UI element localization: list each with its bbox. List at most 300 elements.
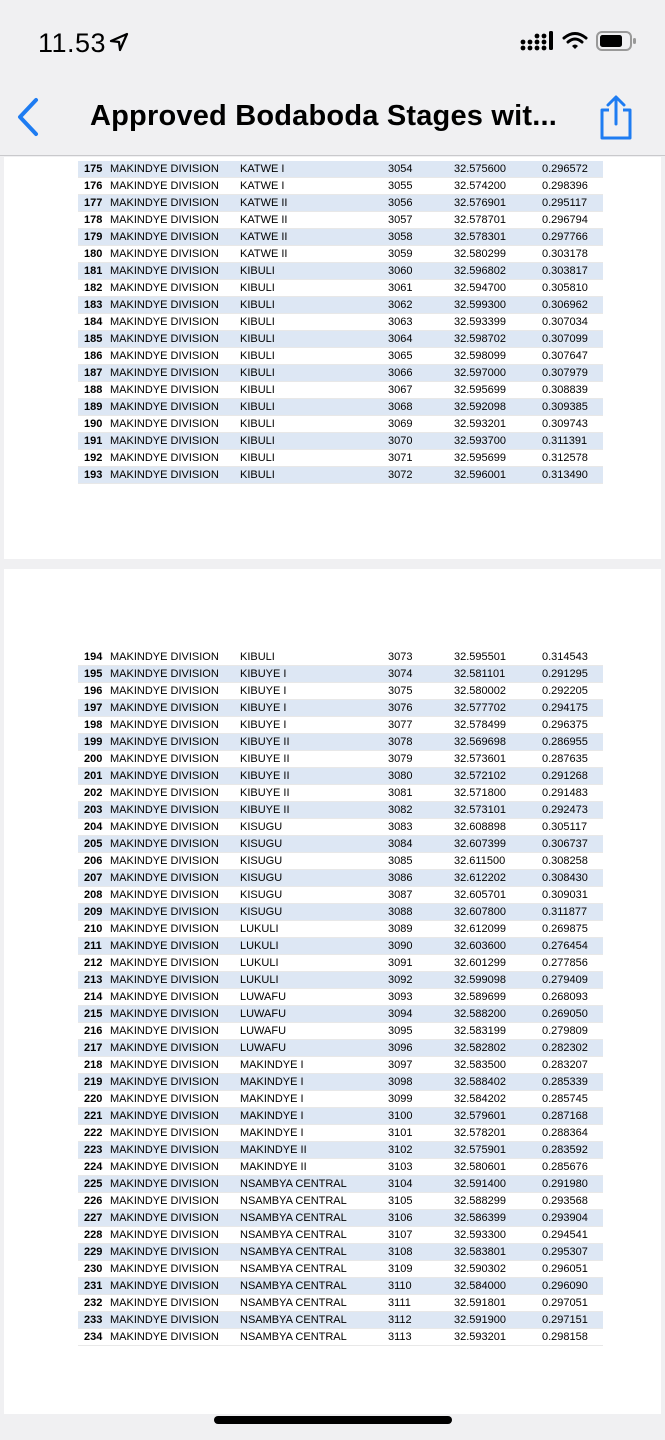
cell-y: 0.291268 bbox=[542, 768, 603, 785]
cell-x: 32.571800 bbox=[454, 785, 542, 802]
cell-division: MAKINDYE DIVISION bbox=[110, 1244, 238, 1261]
cell-code: 3109 bbox=[388, 1261, 454, 1278]
cell-x: 32.596802 bbox=[454, 263, 542, 280]
cell-code: 3067 bbox=[388, 382, 454, 399]
table-row bbox=[78, 870, 603, 887]
cell-x: 32.583801 bbox=[454, 1244, 542, 1261]
table-row bbox=[78, 1261, 603, 1278]
cell-code: 3100 bbox=[388, 1108, 454, 1125]
cell-y: 0.269875 bbox=[542, 921, 603, 938]
cell-y: 0.312578 bbox=[542, 450, 603, 467]
table-row bbox=[78, 887, 603, 904]
cell-y: 0.296051 bbox=[542, 1261, 603, 1278]
status-bar bbox=[0, 0, 665, 80]
cell-no: 227 bbox=[78, 1210, 110, 1227]
cell-no: 201 bbox=[78, 768, 110, 785]
cell-no: 187 bbox=[78, 365, 110, 382]
cell-division: MAKINDYE DIVISION bbox=[110, 1040, 238, 1057]
cell-x: 32.593201 bbox=[454, 1329, 542, 1346]
cell-no: 225 bbox=[78, 1176, 110, 1193]
cell-x: 32.580002 bbox=[454, 683, 542, 700]
table-row bbox=[78, 734, 603, 751]
table-row bbox=[78, 1295, 603, 1312]
cell-stage: MAKINDYE II bbox=[238, 1159, 388, 1176]
cell-no: 211 bbox=[78, 938, 110, 955]
cell-stage: KIBULI bbox=[238, 399, 388, 416]
cell-code: 3108 bbox=[388, 1244, 454, 1261]
cell-stage: MAKINDYE I bbox=[238, 1057, 388, 1074]
cell-no: 228 bbox=[78, 1227, 110, 1244]
cell-no: 198 bbox=[78, 717, 110, 734]
cell-x: 32.611500 bbox=[454, 853, 542, 870]
cell-no: 218 bbox=[78, 1057, 110, 1074]
cell-division: MAKINDYE DIVISION bbox=[110, 717, 238, 734]
cell-y: 0.296090 bbox=[542, 1278, 603, 1295]
cell-y: 0.292205 bbox=[542, 683, 603, 700]
cell-no: 188 bbox=[78, 382, 110, 399]
table-row bbox=[78, 1227, 603, 1244]
table-row bbox=[78, 365, 603, 382]
battery-icon bbox=[596, 30, 638, 52]
cell-stage: KIBUYE I bbox=[238, 666, 388, 683]
cell-y: 0.287168 bbox=[542, 1108, 603, 1125]
cell-y: 0.314543 bbox=[542, 649, 603, 666]
cell-stage: KIBULI bbox=[238, 649, 388, 666]
cell-code: 3088 bbox=[388, 904, 454, 921]
cell-x: 32.597000 bbox=[454, 365, 542, 382]
table-row bbox=[78, 666, 603, 683]
cell-x: 32.593201 bbox=[454, 416, 542, 433]
cell-code: 3062 bbox=[388, 297, 454, 314]
cell-code: 3058 bbox=[388, 229, 454, 246]
cell-y: 0.295307 bbox=[542, 1244, 603, 1261]
table-row bbox=[78, 1244, 603, 1261]
cell-no: 193 bbox=[78, 467, 110, 484]
cell-no: 233 bbox=[78, 1312, 110, 1329]
cell-division: MAKINDYE DIVISION bbox=[110, 229, 238, 246]
status-time: 11.53 bbox=[38, 28, 107, 58]
table-row bbox=[78, 938, 603, 955]
cell-y: 0.306737 bbox=[542, 836, 603, 853]
cell-division: MAKINDYE DIVISION bbox=[110, 297, 238, 314]
cell-division: MAKINDYE DIVISION bbox=[110, 212, 238, 229]
cell-no: 205 bbox=[78, 836, 110, 853]
cell-division: MAKINDYE DIVISION bbox=[110, 870, 238, 887]
cell-y: 0.295117 bbox=[542, 195, 603, 212]
cell-division: MAKINDYE DIVISION bbox=[110, 416, 238, 433]
cell-stage: KATWE II bbox=[238, 195, 388, 212]
cell-code: 3087 bbox=[388, 887, 454, 904]
cell-stage: KIBUYE II bbox=[238, 785, 388, 802]
cell-no: 199 bbox=[78, 734, 110, 751]
cell-division: MAKINDYE DIVISION bbox=[110, 1278, 238, 1295]
cellular-signal-icon bbox=[520, 30, 556, 52]
cell-x: 32.586399 bbox=[454, 1210, 542, 1227]
cell-stage: KIBULI bbox=[238, 467, 388, 484]
cell-division: MAKINDYE DIVISION bbox=[110, 989, 238, 1006]
cell-division: MAKINDYE DIVISION bbox=[110, 1210, 238, 1227]
cell-y: 0.283592 bbox=[542, 1142, 603, 1159]
table-row bbox=[78, 280, 603, 297]
cell-y: 0.288364 bbox=[542, 1125, 603, 1142]
cell-no: 222 bbox=[78, 1125, 110, 1142]
cell-stage: KIBUYE II bbox=[238, 751, 388, 768]
cell-no: 184 bbox=[78, 314, 110, 331]
cell-x: 32.583500 bbox=[454, 1057, 542, 1074]
cell-division: MAKINDYE DIVISION bbox=[110, 700, 238, 717]
cell-no: 231 bbox=[78, 1278, 110, 1295]
cell-y: 0.309031 bbox=[542, 887, 603, 904]
cell-no: 206 bbox=[78, 853, 110, 870]
cell-code: 3110 bbox=[388, 1278, 454, 1295]
cell-division: MAKINDYE DIVISION bbox=[110, 1074, 238, 1091]
cell-no: 202 bbox=[78, 785, 110, 802]
cell-stage: KIBULI bbox=[238, 365, 388, 382]
cell-stage: NSAMBYA CENTRAL bbox=[238, 1295, 388, 1312]
cell-stage: NSAMBYA CENTRAL bbox=[238, 1261, 388, 1278]
cell-division: MAKINDYE DIVISION bbox=[110, 785, 238, 802]
table-row bbox=[78, 1312, 603, 1329]
cell-code: 3069 bbox=[388, 416, 454, 433]
cell-no: 224 bbox=[78, 1159, 110, 1176]
cell-y: 0.268093 bbox=[542, 989, 603, 1006]
cell-division: MAKINDYE DIVISION bbox=[110, 887, 238, 904]
cell-code: 3066 bbox=[388, 365, 454, 382]
cell-stage: KATWE II bbox=[238, 246, 388, 263]
cell-x: 32.595699 bbox=[454, 382, 542, 399]
cell-no: 217 bbox=[78, 1040, 110, 1057]
cell-no: 234 bbox=[78, 1329, 110, 1346]
cell-y: 0.297151 bbox=[542, 1312, 603, 1329]
cell-division: MAKINDYE DIVISION bbox=[110, 972, 238, 989]
table-row bbox=[78, 802, 603, 819]
cell-y: 0.297766 bbox=[542, 229, 603, 246]
cell-stage: LUKULI bbox=[238, 921, 388, 938]
cell-stage: NSAMBYA CENTRAL bbox=[238, 1227, 388, 1244]
table-row bbox=[78, 768, 603, 785]
cell-y: 0.303817 bbox=[542, 263, 603, 280]
cell-x: 32.591900 bbox=[454, 1312, 542, 1329]
cell-division: MAKINDYE DIVISION bbox=[110, 1312, 238, 1329]
cell-y: 0.308839 bbox=[542, 382, 603, 399]
table-row bbox=[78, 1091, 603, 1108]
cell-y: 0.287635 bbox=[542, 751, 603, 768]
cell-stage: NSAMBYA CENTRAL bbox=[238, 1193, 388, 1210]
cell-y: 0.292473 bbox=[542, 802, 603, 819]
cell-no: 226 bbox=[78, 1193, 110, 1210]
document-page-2[interactable] bbox=[4, 569, 661, 1414]
cell-division: MAKINDYE DIVISION bbox=[110, 955, 238, 972]
cell-no: 177 bbox=[78, 195, 110, 212]
cell-division: MAKINDYE DIVISION bbox=[110, 263, 238, 280]
cell-x: 32.572102 bbox=[454, 768, 542, 785]
cell-code: 3095 bbox=[388, 1023, 454, 1040]
cell-x: 32.574200 bbox=[454, 178, 542, 195]
cell-y: 0.291980 bbox=[542, 1176, 603, 1193]
cell-x: 32.591400 bbox=[454, 1176, 542, 1193]
table-row bbox=[78, 785, 603, 802]
cell-x: 32.607800 bbox=[454, 904, 542, 921]
cell-stage: KIBULI bbox=[238, 348, 388, 365]
cell-code: 3073 bbox=[388, 649, 454, 666]
cell-code: 3068 bbox=[388, 399, 454, 416]
cell-x: 32.577702 bbox=[454, 700, 542, 717]
cell-stage: LUWAFU bbox=[238, 1006, 388, 1023]
cell-no: 195 bbox=[78, 666, 110, 683]
cell-division: MAKINDYE DIVISION bbox=[110, 734, 238, 751]
cell-no: 175 bbox=[78, 161, 110, 178]
cell-x: 32.593399 bbox=[454, 314, 542, 331]
share-icon[interactable] bbox=[596, 94, 636, 142]
cell-y: 0.313490 bbox=[542, 467, 603, 484]
cell-division: MAKINDYE DIVISION bbox=[110, 1125, 238, 1142]
cell-x: 32.592098 bbox=[454, 399, 542, 416]
cell-no: 221 bbox=[78, 1108, 110, 1125]
cell-no: 203 bbox=[78, 802, 110, 819]
cell-no: 216 bbox=[78, 1023, 110, 1040]
cell-code: 3076 bbox=[388, 700, 454, 717]
cell-stage: KIBUYE I bbox=[238, 717, 388, 734]
cell-code: 3063 bbox=[388, 314, 454, 331]
cell-stage: NSAMBYA CENTRAL bbox=[238, 1312, 388, 1329]
cell-no: 196 bbox=[78, 683, 110, 700]
cell-y: 0.293568 bbox=[542, 1193, 603, 1210]
table-row bbox=[78, 382, 603, 399]
cell-code: 3081 bbox=[388, 785, 454, 802]
cell-stage: KATWE I bbox=[238, 178, 388, 195]
cell-x: 32.576901 bbox=[454, 195, 542, 212]
cell-no: 230 bbox=[78, 1261, 110, 1278]
cell-code: 3086 bbox=[388, 870, 454, 887]
cell-code: 3094 bbox=[388, 1006, 454, 1023]
cell-x: 32.599300 bbox=[454, 297, 542, 314]
table-row bbox=[78, 1329, 603, 1346]
table-row bbox=[78, 416, 603, 433]
cell-y: 0.306962 bbox=[542, 297, 603, 314]
table-row bbox=[78, 348, 603, 365]
cell-division: MAKINDYE DIVISION bbox=[110, 1227, 238, 1244]
cell-division: MAKINDYE DIVISION bbox=[110, 904, 238, 921]
cell-stage: KIBUYE II bbox=[238, 768, 388, 785]
cell-x: 32.591801 bbox=[454, 1295, 542, 1312]
table-row bbox=[78, 263, 603, 280]
cell-y: 0.296572 bbox=[542, 161, 603, 178]
table-row bbox=[78, 955, 603, 972]
page-title: Approved Bodaboda Stages wit... bbox=[90, 100, 558, 132]
cell-no: 215 bbox=[78, 1006, 110, 1023]
table-row bbox=[78, 1108, 603, 1125]
cell-no: 179 bbox=[78, 229, 110, 246]
cell-code: 3097 bbox=[388, 1057, 454, 1074]
cell-no: 220 bbox=[78, 1091, 110, 1108]
cell-x: 32.593300 bbox=[454, 1227, 542, 1244]
table-row bbox=[78, 700, 603, 717]
cell-division: MAKINDYE DIVISION bbox=[110, 1261, 238, 1278]
cell-x: 32.590302 bbox=[454, 1261, 542, 1278]
cell-code: 3074 bbox=[388, 666, 454, 683]
cell-x: 32.579601 bbox=[454, 1108, 542, 1125]
cell-no: 229 bbox=[78, 1244, 110, 1261]
cell-stage: KIBULI bbox=[238, 382, 388, 399]
cell-x: 32.612202 bbox=[454, 870, 542, 887]
cell-no: 214 bbox=[78, 989, 110, 1006]
cell-stage: KIBULI bbox=[238, 450, 388, 467]
cell-code: 3079 bbox=[388, 751, 454, 768]
cell-stage: LUKULI bbox=[238, 955, 388, 972]
cell-code: 3101 bbox=[388, 1125, 454, 1142]
cell-stage: KISUGU bbox=[238, 904, 388, 921]
cell-y: 0.305117 bbox=[542, 819, 603, 836]
cell-division: MAKINDYE DIVISION bbox=[110, 1023, 238, 1040]
cell-code: 3083 bbox=[388, 819, 454, 836]
cell-stage: KIBULI bbox=[238, 314, 388, 331]
cell-y: 0.305810 bbox=[542, 280, 603, 297]
cell-division: MAKINDYE DIVISION bbox=[110, 1176, 238, 1193]
table-row bbox=[78, 904, 603, 921]
cell-x: 32.580299 bbox=[454, 246, 542, 263]
table-row bbox=[78, 331, 603, 348]
cell-no: 190 bbox=[78, 416, 110, 433]
cell-stage: NSAMBYA CENTRAL bbox=[238, 1278, 388, 1295]
cell-x: 32.580601 bbox=[454, 1159, 542, 1176]
cell-y: 0.286955 bbox=[542, 734, 603, 751]
cell-x: 32.593700 bbox=[454, 433, 542, 450]
cell-y: 0.293904 bbox=[542, 1210, 603, 1227]
cell-y: 0.307647 bbox=[542, 348, 603, 365]
cell-y: 0.294175 bbox=[542, 700, 603, 717]
cell-no: 181 bbox=[78, 263, 110, 280]
cell-stage: KISUGU bbox=[238, 853, 388, 870]
chevron-left-icon[interactable] bbox=[12, 96, 46, 138]
cell-x: 32.578201 bbox=[454, 1125, 542, 1142]
cell-x: 32.608898 bbox=[454, 819, 542, 836]
cell-y: 0.297051 bbox=[542, 1295, 603, 1312]
cell-y: 0.308258 bbox=[542, 853, 603, 870]
cell-y: 0.285676 bbox=[542, 1159, 603, 1176]
cell-division: MAKINDYE DIVISION bbox=[110, 938, 238, 955]
cell-code: 3093 bbox=[388, 989, 454, 1006]
cell-x: 32.588402 bbox=[454, 1074, 542, 1091]
cell-no: 189 bbox=[78, 399, 110, 416]
cell-code: 3099 bbox=[388, 1091, 454, 1108]
cell-x: 32.596001 bbox=[454, 467, 542, 484]
cell-code: 3089 bbox=[388, 921, 454, 938]
cell-y: 0.298158 bbox=[542, 1329, 603, 1346]
cell-division: MAKINDYE DIVISION bbox=[110, 649, 238, 666]
cell-y: 0.307099 bbox=[542, 331, 603, 348]
location-arrow-icon bbox=[108, 31, 130, 53]
document-page-1[interactable] bbox=[4, 157, 661, 559]
cell-code: 3055 bbox=[388, 178, 454, 195]
cell-division: MAKINDYE DIVISION bbox=[110, 1091, 238, 1108]
cell-stage: MAKINDYE II bbox=[238, 1142, 388, 1159]
cell-code: 3112 bbox=[388, 1312, 454, 1329]
cell-stage: LUWAFU bbox=[238, 1040, 388, 1057]
cell-x: 32.584202 bbox=[454, 1091, 542, 1108]
table-row bbox=[78, 1159, 603, 1176]
cell-stage: KATWE I bbox=[238, 161, 388, 178]
table-row bbox=[78, 1057, 603, 1074]
table-row bbox=[78, 921, 603, 938]
home-indicator[interactable] bbox=[214, 1416, 452, 1424]
cell-division: MAKINDYE DIVISION bbox=[110, 314, 238, 331]
cell-code: 3084 bbox=[388, 836, 454, 853]
cell-y: 0.307034 bbox=[542, 314, 603, 331]
cell-stage: KATWE II bbox=[238, 229, 388, 246]
table-row bbox=[78, 1023, 603, 1040]
table-row bbox=[78, 853, 603, 870]
cell-x: 32.588299 bbox=[454, 1193, 542, 1210]
cell-no: 176 bbox=[78, 178, 110, 195]
cell-y: 0.277856 bbox=[542, 955, 603, 972]
cell-division: MAKINDYE DIVISION bbox=[110, 802, 238, 819]
cell-code: 3064 bbox=[388, 331, 454, 348]
table-row bbox=[78, 989, 603, 1006]
cell-code: 3080 bbox=[388, 768, 454, 785]
cell-y: 0.285745 bbox=[542, 1091, 603, 1108]
cell-x: 32.598099 bbox=[454, 348, 542, 365]
table-row bbox=[78, 972, 603, 989]
cell-stage: MAKINDYE I bbox=[238, 1074, 388, 1091]
cell-code: 3102 bbox=[388, 1142, 454, 1159]
cell-stage: KIBULI bbox=[238, 433, 388, 450]
table-row bbox=[78, 212, 603, 229]
cell-x: 32.605701 bbox=[454, 887, 542, 904]
cell-stage: KISUGU bbox=[238, 819, 388, 836]
cell-code: 3082 bbox=[388, 802, 454, 819]
cell-y: 0.291483 bbox=[542, 785, 603, 802]
cell-stage: LUKULI bbox=[238, 938, 388, 955]
cell-y: 0.311391 bbox=[542, 433, 603, 450]
cell-stage: LUWAFU bbox=[238, 1023, 388, 1040]
wifi-icon bbox=[562, 30, 588, 52]
cell-division: MAKINDYE DIVISION bbox=[110, 280, 238, 297]
cell-division: MAKINDYE DIVISION bbox=[110, 433, 238, 450]
cell-code: 3098 bbox=[388, 1074, 454, 1091]
table-row bbox=[78, 751, 603, 768]
cell-division: MAKINDYE DIVISION bbox=[110, 768, 238, 785]
cell-y: 0.296375 bbox=[542, 717, 603, 734]
table-row bbox=[78, 161, 603, 178]
cell-division: MAKINDYE DIVISION bbox=[110, 1006, 238, 1023]
cell-no: 207 bbox=[78, 870, 110, 887]
cell-no: 197 bbox=[78, 700, 110, 717]
cell-stage: KISUGU bbox=[238, 887, 388, 904]
table-row bbox=[78, 433, 603, 450]
cell-division: MAKINDYE DIVISION bbox=[110, 365, 238, 382]
cell-stage: KIBULI bbox=[238, 297, 388, 314]
cell-y: 0.308430 bbox=[542, 870, 603, 887]
cell-code: 3054 bbox=[388, 161, 454, 178]
cell-stage: MAKINDYE I bbox=[238, 1108, 388, 1125]
table-row bbox=[78, 1210, 603, 1227]
cell-code: 3078 bbox=[388, 734, 454, 751]
cell-stage: KIBUYE I bbox=[238, 700, 388, 717]
cell-division: MAKINDYE DIVISION bbox=[110, 331, 238, 348]
cell-y: 0.294541 bbox=[542, 1227, 603, 1244]
cell-x: 32.589699 bbox=[454, 989, 542, 1006]
cell-x: 32.598702 bbox=[454, 331, 542, 348]
cell-code: 3059 bbox=[388, 246, 454, 263]
cell-stage: KIBUYE II bbox=[238, 802, 388, 819]
cell-division: MAKINDYE DIVISION bbox=[110, 836, 238, 853]
table-row bbox=[78, 246, 603, 263]
cell-division: MAKINDYE DIVISION bbox=[110, 467, 238, 484]
cell-no: 209 bbox=[78, 904, 110, 921]
cell-no: 178 bbox=[78, 212, 110, 229]
cell-x: 32.601299 bbox=[454, 955, 542, 972]
cell-division: MAKINDYE DIVISION bbox=[110, 1159, 238, 1176]
